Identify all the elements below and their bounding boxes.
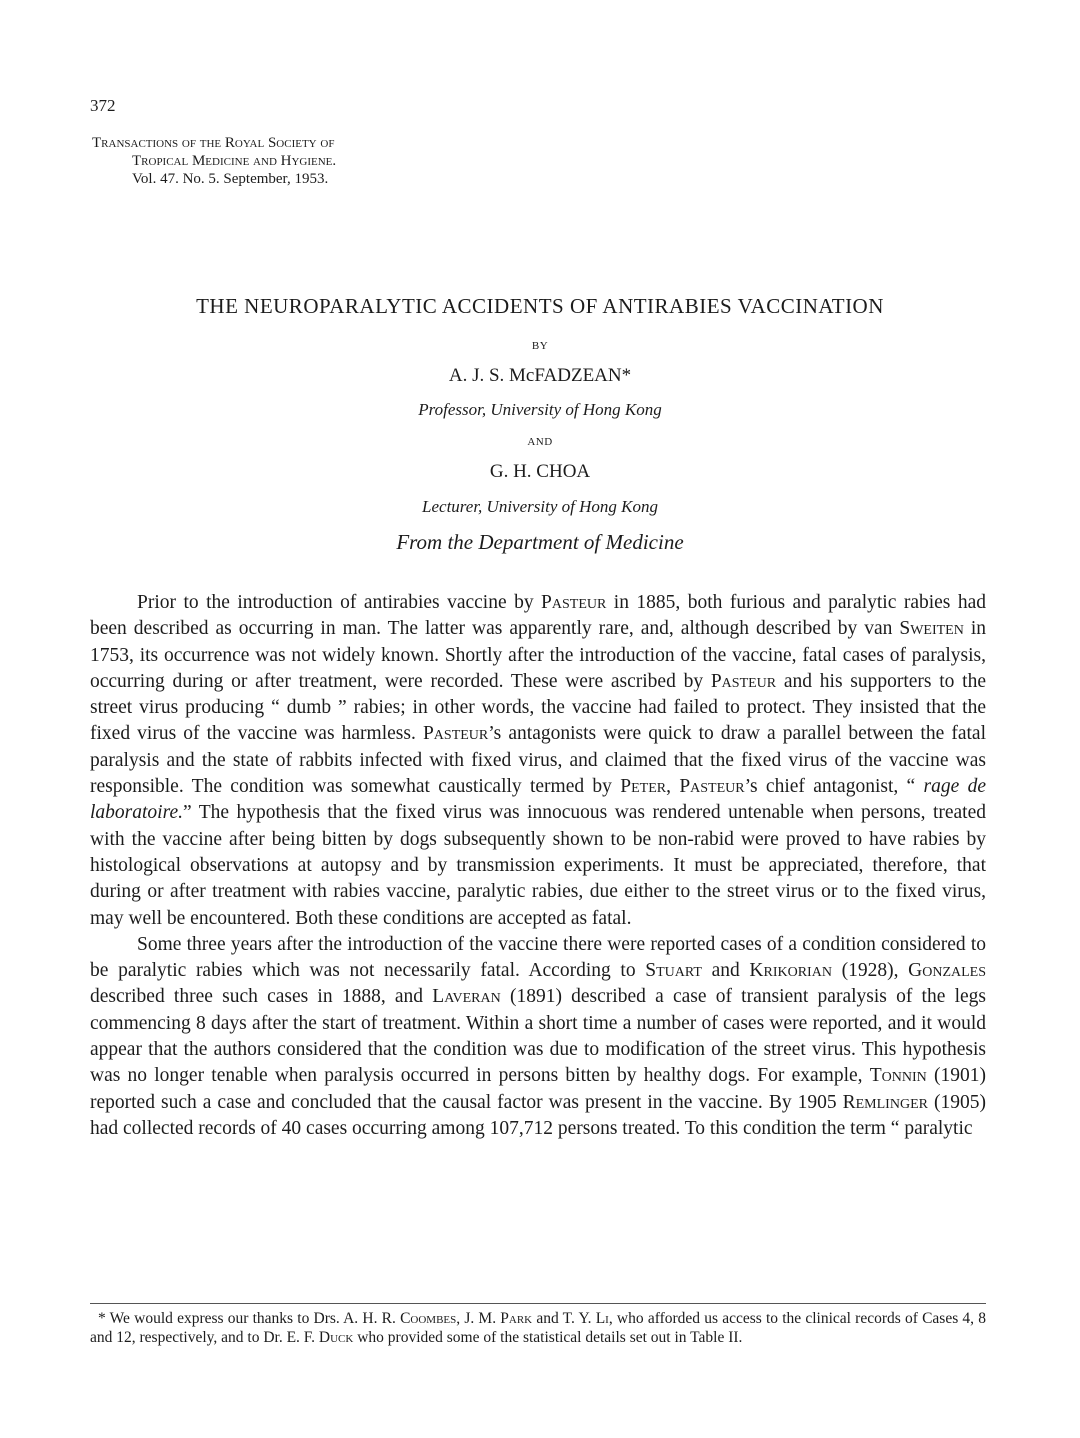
name-small-caps: Park: [500, 1310, 533, 1327]
byline-by: BY: [531, 340, 549, 352]
name-small-caps: Gonzales: [908, 960, 986, 982]
body-paragraph: Some three years after the introduction of the vaccine there were reported cases of a condition considered to be paralytic rabies which was not necessarily fatal. According to Stuart and Krikorian (1928), Gonzales described three such cases in 1888, and Laveran (1891) described a case of transient paralysis of the legs commencing 8 days after the start of treatment. Within a short time a number of cases were reported, and it would appear that the authors considered that the condition was due to modification of the street virus. This hypothesis was no longer tenable when paralysis occurred in persons bitten by healthy dogs. For example, Tonnin (1901) reported such a case and concluded that the causal factor was present in the vaccine. By 1905 Remlinger (1905) had collected records of 40 cases occurring among 107,712 persons treated. To this condition the term “ paralytic: [90, 933, 986, 1139]
footnote-text: * We would express our thanks to Drs. A. H. R. Coombes, J. M. Park and T. Y. Li, who afforded us access to the clinical records of Cases 4, 8 and 12, respectively, and to Dr. E. F. Duck who provided some of the statistical details set out in Table II.: [90, 1310, 987, 1346]
name-small-caps: Peter: [620, 776, 667, 798]
name-small-caps: Coombes: [400, 1310, 457, 1327]
name-small-caps: Pasteur: [422, 723, 489, 745]
name-small-caps: Laveran: [432, 986, 501, 1008]
italic-phrase: rage de laboratoire.: [90, 776, 987, 824]
author-name: G. H. CHOA: [489, 461, 591, 482]
footnote: [90, 1310, 986, 1347]
article-title: THE NEUROPARALYTIC ACCIDENTS OF ANTIRABIES VACCINATION: [196, 294, 884, 318]
journal-volume-line: Vol. 47. No. 5. September, 1953.: [132, 171, 329, 187]
name-small-caps: Stuart: [645, 960, 702, 982]
name-small-caps: Pasteur: [679, 776, 745, 798]
name-small-caps: Pasteur: [541, 592, 607, 613]
byline-and: AND: [527, 436, 553, 448]
journal-header: [92, 134, 336, 188]
page-number: 372: [90, 96, 116, 115]
footnote-divider: [90, 1303, 986, 1304]
article-body: [90, 590, 986, 1142]
author-name: A. J. S. McFADZEAN*: [448, 365, 632, 386]
name-small-caps: Krikorian: [749, 960, 832, 982]
body-paragraph: Prior to the introduction of antirabies vaccine by Pasteur in 1885, both furious and paralytic rabies had been described as occurring in man. The latter was apparently rare, and, although described by van Sweiten in 1753, its occurrence was not widely known. Shortly after the introduction of the vaccine, fatal cases of paralysis, occurring during or after treatment, were recorded. These were ascribed by Pasteur and his supporters to the street virus producing “ dumb ” rabies; in other words, the vaccine had failed to protect. They insisted that the fixed virus of the vaccine was harmless. Pasteur’s antagonists were quick to draw a parallel between the fatal paralysis and the state of rabbits infected with fixed virus, and claimed that the fixed virus of the vaccine was responsible. The condition was somewhat caustically termed by Peter, Pasteur’s chief antagonist, “ rage de laboratoire.” The hypothesis that the fixed virus was innocuous was rendered untenable when persons, treated with the vaccine after being bitten by dogs subsequently shown to be non-rabid were proved to have rabies by histological observations at autopsy and by transmission experiments. It must be appreciated, therefore, that during or after treatment with rabies vaccine, paralytic rabies, due either to the street virus or to the fixed virus, may well be encountered. Both these conditions are accepted as fatal.: [90, 592, 987, 929]
name-small-caps: Tonnin: [869, 1065, 927, 1087]
author-affiliation: Professor, University of Hong Kong: [418, 400, 662, 419]
name-small-caps: Remlinger: [842, 1091, 928, 1113]
name-small-caps: Duck: [318, 1328, 354, 1346]
author-affiliation: Lecturer, University of Hong Kong: [422, 497, 658, 516]
journal-line: Transactions of the Royal Society of: [92, 135, 335, 151]
department-line: From the Department of Medicine: [396, 530, 684, 554]
name-small-caps: Pasteur: [710, 670, 777, 692]
name-small-caps: Sweiten: [899, 618, 964, 640]
name-small-caps: Li: [595, 1310, 609, 1327]
journal-line: Tropical Medicine and Hygiene.: [132, 153, 337, 169]
